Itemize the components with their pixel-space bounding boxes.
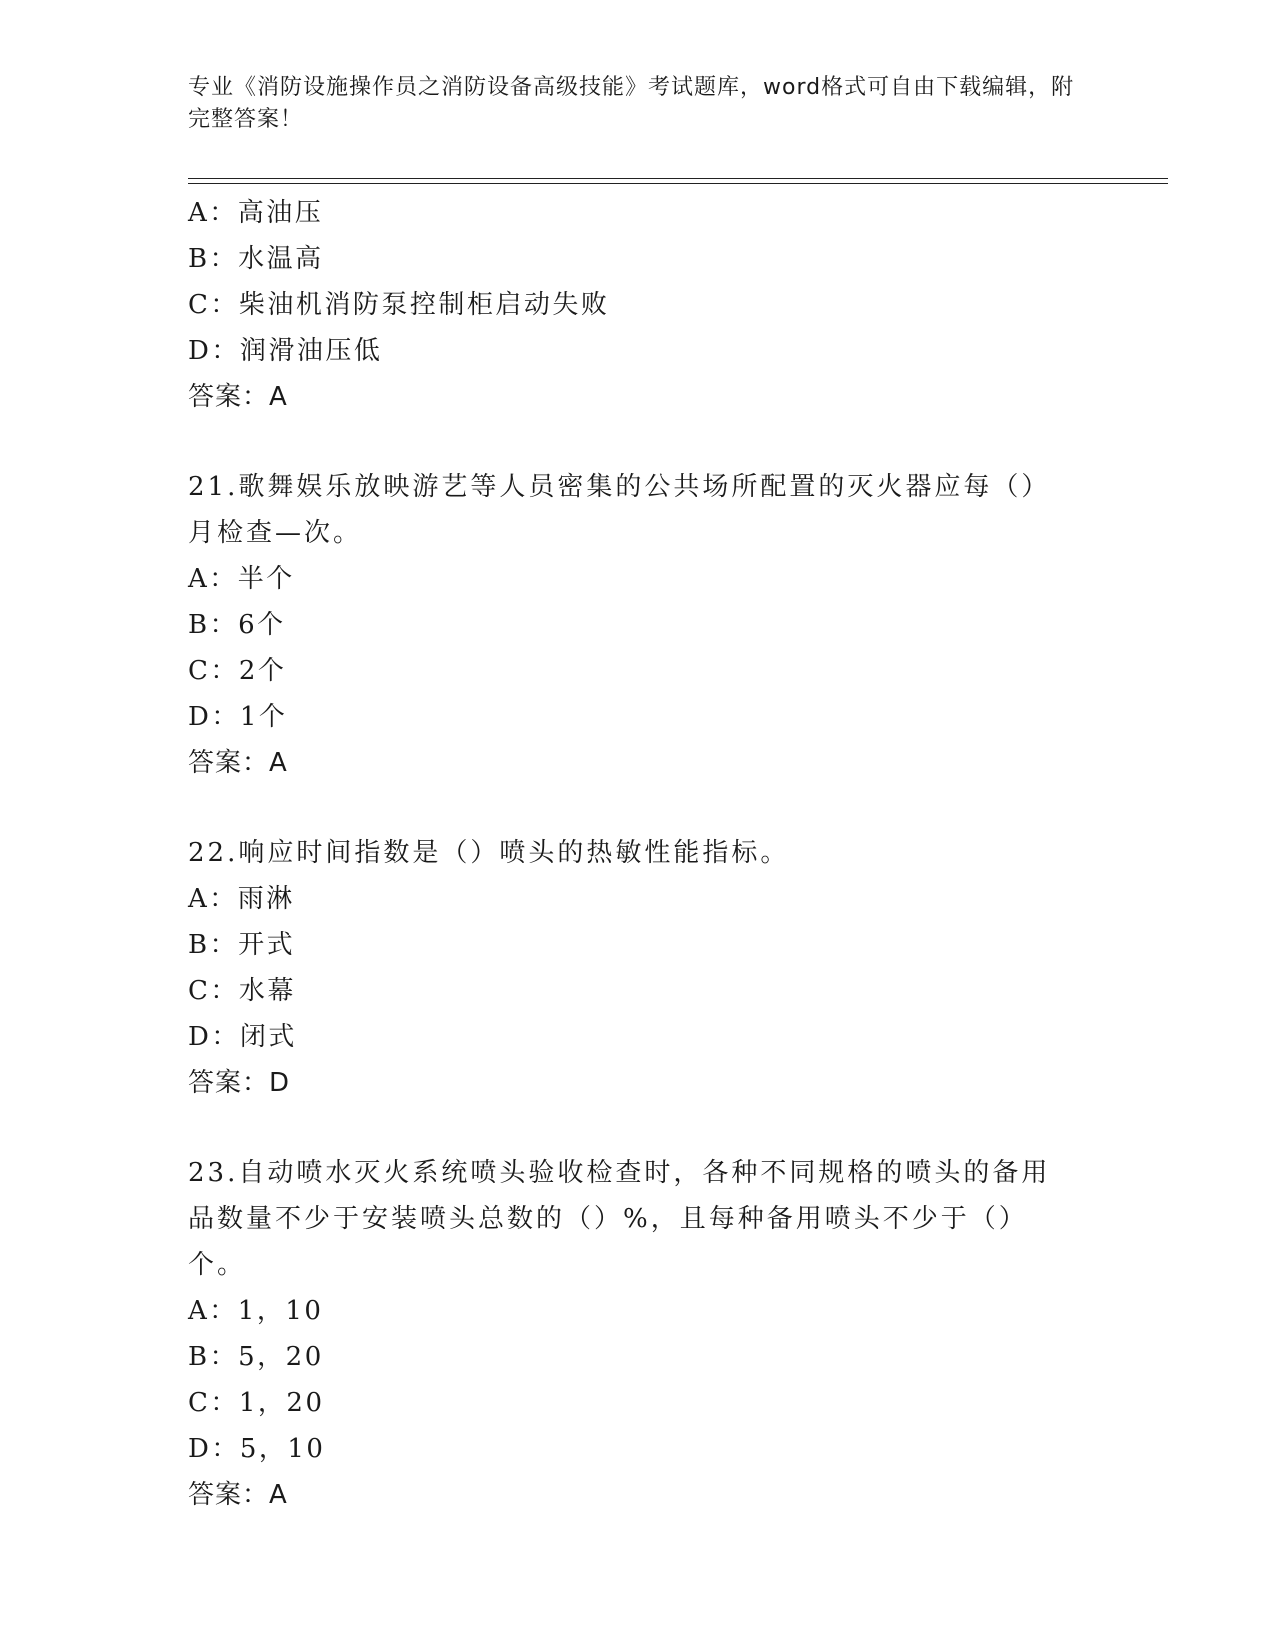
question-stem: 21.歌舞娱乐放映游艺等人员密集的公共场所配置的灭火器应每（）月检查—次。 (188, 472, 1051, 548)
option-b: B：水温高 (188, 244, 324, 274)
option-a: A：高油压 (188, 198, 324, 228)
option-c: C：2个 (188, 656, 287, 686)
option-a: A：1，10 (188, 1296, 324, 1326)
question-block-23 (188, 1150, 1088, 1518)
option-c: C：柴油机消防泵控制柜启动失败 (188, 290, 610, 320)
option-d: D：润滑油压低 (188, 336, 383, 366)
option-b: B：开式 (188, 930, 296, 960)
answer-line: 答案：A (188, 1480, 288, 1510)
question-stem: 22.响应时间指数是（）喷头的热敏性能指标。 (188, 838, 790, 868)
spacer (188, 420, 1088, 464)
document-header: 专业《消防设施操作员之消防设备高级技能》考试题库，word格式可自由下载编辑，附完整答案！ (188, 75, 1075, 132)
option-d: D：5，10 (188, 1434, 326, 1464)
option-c: C：水幕 (188, 976, 296, 1006)
answer-line: 答案：A (188, 748, 288, 778)
option-b: B：5，20 (188, 1342, 324, 1372)
option-b: B：6个 (188, 610, 286, 640)
option-d: D：1个 (188, 702, 288, 732)
question-block-20 (188, 190, 1088, 420)
header-rule-bottom (188, 183, 1168, 184)
option-c: C：1，20 (188, 1388, 325, 1418)
question-stem: 23.自动喷水灭火系统喷头验收检查时，各种不同规格的喷头的备用品数量不少于安装喷头总数的（）%，且每种备用喷头不少于（）个。 (188, 1158, 1051, 1280)
option-d: D：闭式 (188, 1022, 297, 1052)
spacer (188, 786, 1088, 830)
option-a: A：雨淋 (188, 884, 295, 914)
question-block-21 (188, 464, 1088, 786)
header-rule-top (188, 178, 1168, 179)
question-block-22 (188, 830, 1088, 1106)
answer-line: 答案：A (188, 382, 288, 412)
answer-line: 答案：D (188, 1068, 291, 1098)
spacer (188, 1106, 1088, 1150)
question-list (188, 190, 1088, 1518)
option-a: A：半个 (188, 564, 295, 594)
